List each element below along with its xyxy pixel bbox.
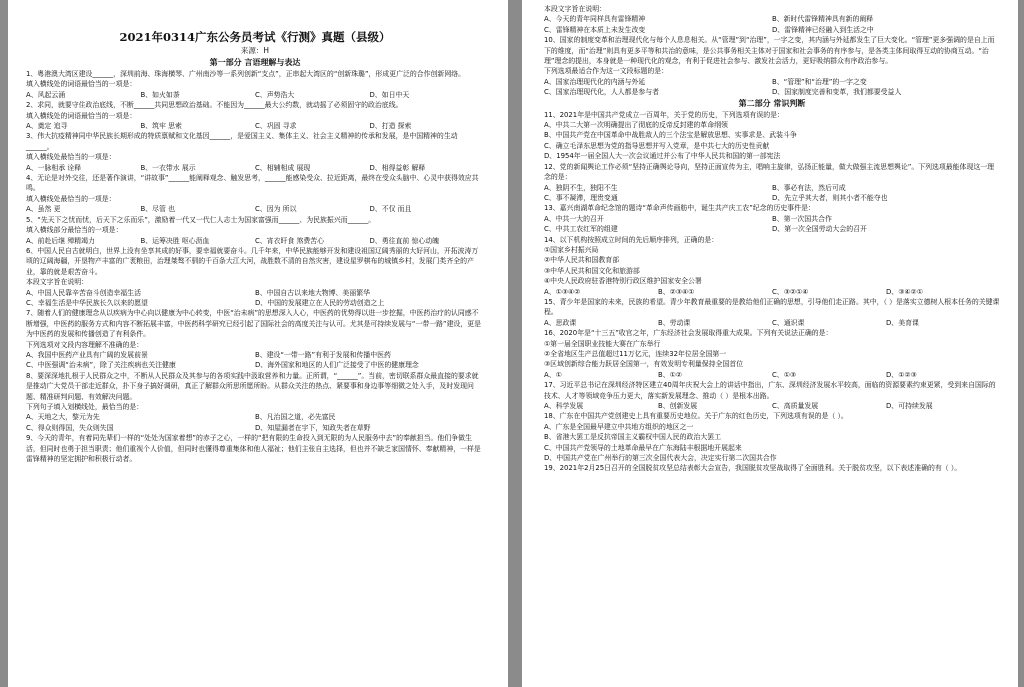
text-line: 18、广东在中国共产党创建史上具有重要历史地位。关于广东的红色历史，下列选项有误的是（ ）。 [544,412,848,421]
option-row [26,412,484,422]
answer-option: B、事必有法，然后可成 [772,183,846,192]
text-line: 17、习近平总书记在深圳经济特区建立40周年庆祝大会上的讲话中指出，广东、深圳经济发展水平较高，面临的资源要素约束更紧，受到来自国际的技术、人才等领域竞争压力更大，落实新发展理念、推动（ ）是根本出路。 [544,381,996,400]
text-line: 下列选项最适合作为这一文段标题的是： [544,67,669,76]
text-line: A、中共二大第一次明确提出了彻底的反帝反封建的革命纲领 [544,121,728,130]
text-line: C、中国共产党领导的土地革命最早在广东海陆丰根据地开展起来 [544,443,742,452]
answer-option: C、中医强调“治未病”，除了关注疾病也关注健康 [26,361,176,370]
text-line: ②全省地区生产总值超过11万亿元，连续32年位居全国第一 [544,350,727,358]
answer-option: B、运筹决胜 呕心沥血 [140,236,210,245]
option-row [26,236,484,246]
text-line: 16、2020年是“十三五”收官之年，广东经济社会发展取得重大成果。下列有关说法正确的是： [544,329,833,338]
text-line: 下列选项对文段内容理解不准确的是： [26,340,144,349]
option-row [26,288,484,298]
answer-option: D、知屋漏者在宇下，知政失者在草野 [255,423,371,432]
answer-option: A、我国中医药产业具有广阔的发展前景 [26,350,148,359]
source-line: 来源：H [240,46,270,55]
answer-option: D、中国的发展建立在人民的劳动创造之上 [255,298,385,307]
answer-option: A、一脉相承 诠释 [26,163,82,172]
answer-option: C、声势浩大 [255,90,295,99]
answer-option: B、新时代雷锋精神具有新的阐释 [772,15,874,24]
option-row [544,77,1000,87]
page-title: 2021年0314广东公务员考试《行测》真题（县级） [119,30,391,44]
text-line: 填入横线处最恰当的一项是： [26,153,116,162]
text-line: 本段文字旨在说明： [544,5,607,13]
section-heading: 第二部分 常识判断 [738,98,806,108]
answer-option: B、创新发展 [658,402,698,411]
answer-option: D、不仅 而且 [369,205,412,214]
answer-option: D、海外国家和地区的人们广泛接受了中医的健康理念 [255,361,419,370]
answer-option: C、中共工农红军的组建 [544,225,618,234]
answer-option: D、先立乎其大者，则其小者不能夺也 [772,193,888,202]
answer-option: C、幸福生活是中华民族长久以来的愿望 [26,298,148,307]
answer-option: A、今天的青年同样具有雷锋精神 [544,15,646,24]
answer-option: B、尽管 也 [140,205,175,214]
answer-option: D、可持续发展 [886,402,933,411]
answer-option: D、相得益彰 解释 [369,163,426,172]
answer-option: C、宵衣旰食 煞费苦心 [255,236,325,245]
answer-option: A、虽然 更 [26,205,61,214]
question-list [544,110,1000,474]
answer-option: D、③④②① [886,287,923,296]
answer-option: A、思政课 [544,318,577,327]
option-row [544,224,1000,234]
option-row [544,193,1000,203]
text-line: 11、2021年是中国共产党成立一百周年，关于党的历史，下列选项有误的是： [544,110,784,119]
option-row [544,214,1000,224]
answer-option: C、③②①④ [772,287,809,296]
text-line: ①国家乡村振兴局 [544,245,599,254]
text-line: 填入横线处的词语最恰当的一项是： [26,80,137,89]
text-line: 12、党的新闻舆论工作必须“坚持正确舆论导向，坚持正面宣传为主，唱响主旋律，弘扬正能量，做大做强主流思想舆论”。下列选项最能体现这一理念的是： [544,162,995,182]
answer-option: B、②③④① [658,287,695,296]
answer-option: D、如日中天 [369,90,410,99]
answer-option: D、①②③ [886,370,917,379]
text-line: 填入横线处的词语最恰当的一项是： [26,111,137,120]
text-line: 6、中国人民自古就明白，世界上没有坐享其成的好事，要幸福就要奋斗。几千年来，中华民族能够开发和建设祖国辽阔秀丽的大好河山，开拓波涛万顷的辽阔海疆，开垦物产丰富的广袤粮田，治理桀骜不驯的千百条大江大河，战胜数不清的自然灾害，建设星罗棋布的城镇乡村，发展门类齐全的产业，靠的就是艰苦奋斗。 [26,246,479,276]
answer-option: D、第一次全国劳动大会的召开 [772,225,867,234]
answer-option: C、国家治理现代化，人人都是参与者 [544,88,660,97]
text-line: 9、今天的青年，有着同先辈们一样的“处处为国家着想”的赤子之心，一样的“把有限的生命投入到无限的为人民服务中去”的奉献担当。他们争做生活，但同时也勇于担当职责；他们重视个人价值，但同时也懂得尊重集体和他人福祉；他们主张自主选择，但也并不缺乏家国情怀、奉献精神，一样是雷锋精神的坚定拥护和积极行动者。 [26,434,481,464]
text-line: ②中华人民共和国教育部 [544,256,620,265]
document-page-right [522,0,1018,687]
text-line: D、1954年一届全国人大一次会议通过并公布了中华人民共和国的第一部宪法 [544,152,781,161]
answer-option: C、相辅相成 展现 [255,163,311,172]
page-gap [508,0,522,687]
answer-option: B、一衣带水 展示 [140,163,196,172]
answer-option: B、建设“一带一路”有利于发展和传播中医药 [255,350,391,359]
text-line: 2、求同，就要守住政治底线，不断______共同思想政治基础。不能因为______最大公约数，就动摇了必须固守的政治底线。 [26,101,403,110]
text-line: 下列句子填入划横线处，最恰当的是： [26,403,144,411]
text-line: 本段文字旨在说明： [26,278,89,287]
option-row [544,287,1000,297]
text-line: ④中央人民政府驻香港特别行政区维护国家安全公署 [544,277,702,286]
option-row [26,360,484,370]
section-heading: 第一部分 言语理解与表达 [209,58,301,67]
answer-option: C、通识课 [772,318,805,327]
answer-option: B、劳动课 [658,318,691,327]
answer-option: D、打造 探索 [369,122,412,131]
option-row [544,370,1000,380]
answer-option: A、中国人民靠辛苦奋斗创造幸福生活 [26,288,141,297]
text-line: 10、国家的制度变革和治理现代化与每个人息息相关。从“管理”到“治理”，一字之变，其内涵与外延都发生了巨大变化。“管理”更多强调的是自上而下的维度，而“治理”则具有更多平等和共治的意味，是公共事务相关主体对于国家和社会事务的有序参与，是各类主体间取得互动的协商互动。“治理”理念的提出，本身就是一种现代化的观念，有利于促进社会参与、激发社会活力，更好吸纳群众有序政治参与。 [544,36,995,66]
text-line: ③区域创新综合能力跃居全国第一，有效发明专利量保持全国首位 [544,360,744,369]
text-line: 填入横线部分最恰当的一项是： [26,226,123,235]
option-row [544,183,1000,193]
text-line: A、广东是全国最早建立中共地方组织的地区之一 [544,422,694,431]
option-row [26,204,484,214]
answer-option: C、得众则得国，失众则失国 [26,423,114,432]
option-row [26,423,484,433]
document-page-left [8,0,508,687]
text-line: 8、要深深地扎根于人民群众之中，不断从人民群众及其参与的各项实践中汲取营养和力量。正所谓，“______”。当前，密切联系群众最直接的要求就是推动广大党员干部走近群众，扑下身子搞好调研，真正了解群众所思所愿所盼。从群众关注的热点、紧要事和身边事等细微之处入手，及时发现问题、精准研判问题、有效解决问题。 [26,371,479,401]
text-line: B、中国共产党在中国革命中战胜敌人的三个法宝是解放思想、实事求是、武装斗争 [544,131,797,140]
answer-option: A、国家治理现代化的内涵与外延 [544,77,646,86]
answer-option: A、前赴后继 殚精竭力 [26,236,95,245]
answer-option: C、雷锋精神在本质上未发生改变 [544,25,646,34]
option-row [544,401,1000,411]
answer-option: B、中国自古以来地大物博、美丽繁华 [255,288,370,297]
answer-option: D、美育课 [886,318,919,327]
answer-option: C、高质量发展 [772,402,819,411]
text-line: ③中华人民共和国文化和旅游部 [544,266,640,275]
answer-option: B、第一次国共合作 [772,214,832,223]
option-row [544,25,1000,35]
answer-option: A、奠定 追寻 [26,122,68,131]
option-row [26,298,484,308]
answer-option: B、凡治国之道，必先富民 [255,413,336,422]
text-line: 5、“先天下之忧而忧，后天下之乐而乐”，激励着一代又一代仁人志士为国家富强而______、为民族振兴而______。 [26,215,376,224]
text-line: 填入横线处最恰当的一项是： [26,194,116,203]
text-line: 4、无论是对外交往，还是著作演讲，“讲故事”______能阐释观念、触发思考，______能感染受众、拉近距离，最终在受众头脑中、心灵中获得效应共鸣。 [26,174,479,193]
answer-option: C、事不凝滞，理贵变通 [544,193,618,202]
option-row [26,163,484,173]
answer-option: B、“管理”和“治理”的一字之变 [772,77,867,86]
question-list [544,4,1000,98]
answer-option: C、①③ [772,370,797,379]
answer-option: A、科学发展 [544,402,584,411]
answer-option: C、因为 所以 [255,205,297,214]
text-line: 7、随着人们的健康理念从以疾病为中心向以健康为中心转变，中医“治未病”的思想深入人心，中医药的优势得以进一步挖掘，中医药治疗的认同感不断增强，中医药的服务方式和内容不断拓展丰富，中医药科学研究已经引起了国际社会的高度关注与认可。尤其是可持续发展与“一带一路”建设，更是为中医药的发展和传播创造了有利条件。 [26,309,482,339]
text-line: 3、伟大抗疫精神同中华民族长期形成的特质禀赋和文化基因______，是爱国主义、集体主义、社会主义精神的传承和发展，是中国精神的生动______。 [26,132,458,151]
answer-option: D、雷锋精神已经融入到生活之中 [772,25,874,34]
text-line: 19、2021年2月25日召开的全国脱贫攻坚总结表彰大会宣告，我国脱贫攻坚战取得了全面胜利。关于脱贫攻坚，以下表述准确的有（ ）。 [544,464,962,473]
question-list [26,69,484,464]
answer-option: A、独阴不生，独阳不生 [544,183,618,192]
text-line: C、确立毛泽东思想为党的指导思想并写入党章，是中共七大的历史性贡献 [544,141,770,150]
option-row [26,90,484,100]
answer-option: C、巩固 寻求 [255,122,297,131]
answer-option: A、①③④② [544,287,581,296]
option-row [26,121,484,131]
answer-option: D、国家制度完善和变革，我们都要受益人 [772,88,902,97]
text-line: 15、青少年是国家的未来，民族的希望。青少年教育最重要的是教给他们正确的思想，引导他们走正路。其中，（ ）是落实立德树人根本任务的关键课程。 [544,297,1000,317]
text-line: 1、粤港澳大湾区建设______，深圳前海、珠海横琴、广州南沙等一系列创新“支点”，正串起大湾区的“创新珠璐”，形成更广泛的合作创新网络。 [26,70,465,78]
answer-option: A、中共一大的召开 [544,214,604,223]
option-row [26,350,484,360]
answer-option: B、①② [658,370,682,379]
text-line: ①第一届全国职业技能大赛在广东举行 [544,339,661,348]
text-line: 14、以下机构按照成立时间的先后顺序排列，正确的是： [544,235,719,244]
option-row [544,87,1000,97]
answer-option: A、① [544,370,562,379]
text-line: 13、嘉兴南湖革命纪念馆的题诗“革命声传画舫中，诞生共产庆工农”纪念的历史事件是： [544,204,815,213]
answer-option: A、天地之大，黎元为先 [26,413,100,422]
text-line: B、省港大罢工是反抗帝国主义霸权中国人民的政治大罢工 [544,433,721,442]
text-line: D、中国共产党在广州举行的第三次全国代表大会，决定实行第二次国共合作 [544,454,777,463]
answer-option: A、风起云涌 [26,90,66,99]
answer-option: D、勇往直前 惊心动魄 [369,236,440,245]
option-row [544,318,1000,328]
answer-option: B、如火如荼 [140,90,180,99]
answer-option: B、筑牢 思索 [140,122,182,131]
option-row [544,14,1000,24]
